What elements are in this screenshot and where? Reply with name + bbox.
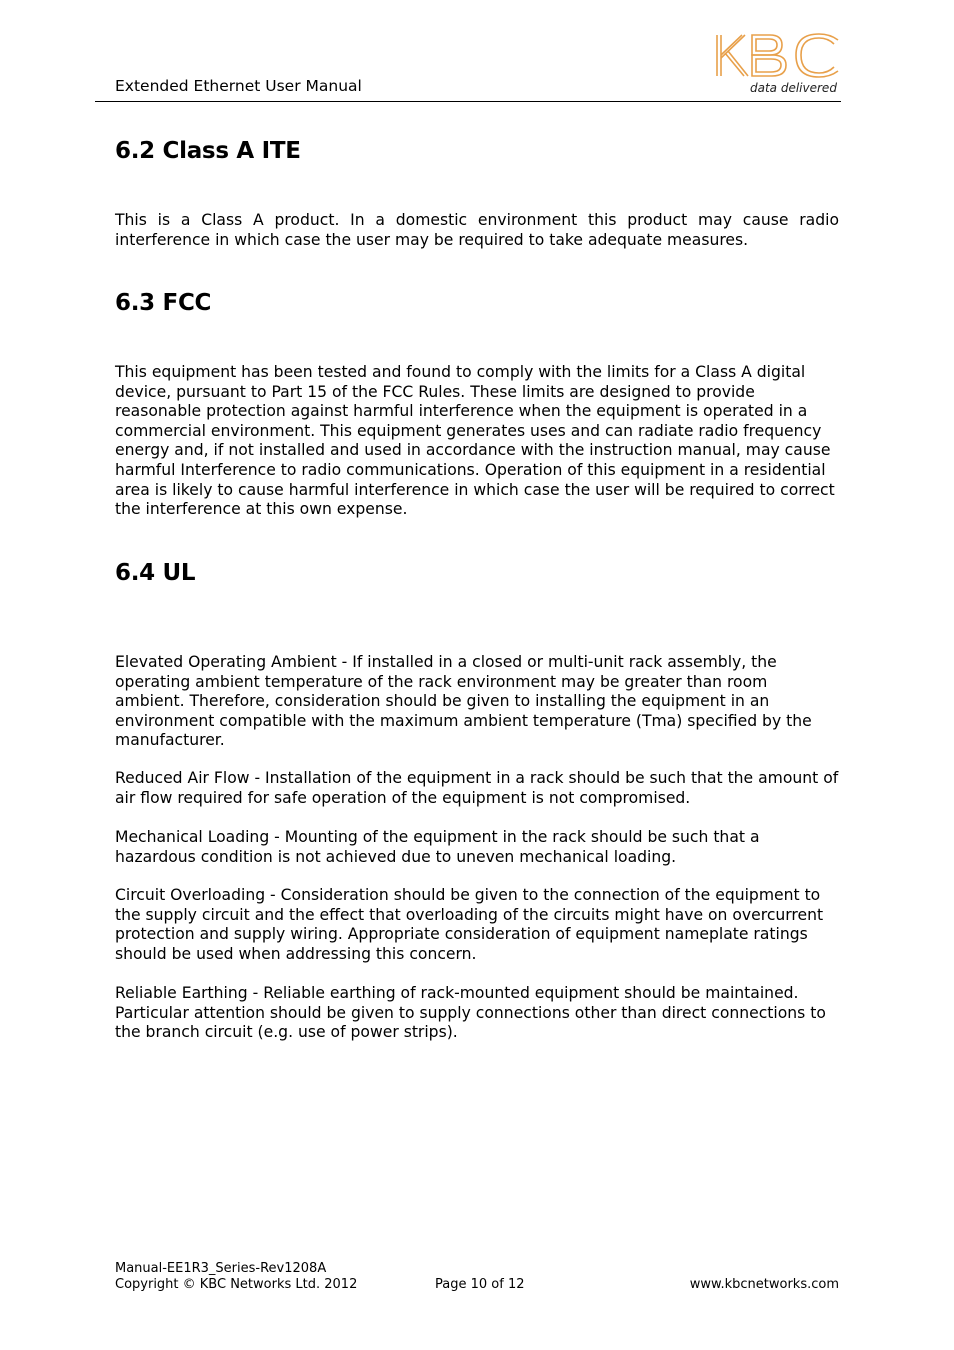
paragraph-fcc: This equipment has been tested and found to comply with the limits for a Class A digital device, pursuant to Part 15 of the FCC Rules. These limits are designed to provide reasonable protection against harmful interference when the equipment is operated in a commercial environment. This equipment generates uses and can radiate radio frequency energy and, if not installed and used in accordance with the instruction manual, may cause harmful Interference to radio communications. Operation of this equipment in a residential area is likely to cause harmful interference in which case the user will be required to correct the interference at this own expense. <box>115 363 835 519</box>
paragraph-elevated-ambient: Elevated Operating Ambient - If installed in a closed or multi-unit rack assembly, the operating ambient temperature of the rack environment may be greater than room ambient. Therefore, consideration should be given to installing the equipment in an environment compatible with the maximum ambient temperature (Tma) specified by the manufacturer. <box>115 653 812 750</box>
paragraph-class-a: This is a Class A product. In a domestic environment this product may cause radio interference in which case the user may be required to take adequate measures. <box>115 211 839 249</box>
paragraph-reduced-air-flow: Reduced Air Flow - Installation of the equipment in a rack should be such that the amount of air flow required for safe operation of the equipment is not compromised. <box>115 769 839 807</box>
header-divider <box>95 101 841 102</box>
footer-doc-id: Manual-EE1R3_Series-Rev1208A <box>115 1261 327 1276</box>
section-heading-class-a-ite: 6.2 Class A ITE <box>115 138 301 164</box>
paragraph-reliable-earthing: Reliable Earthing - Reliable earthing of rack-mounted equipment should be maintained. Particular attention should be given to supply connections other than direct connections to the branch circuit (e.g. use of power strips). <box>115 984 826 1042</box>
logo-tagline: data delivered <box>750 81 837 95</box>
paragraph-circuit-overloading: Circuit Overloading - Consideration should be given to the connection of the equipment to the supply circuit and the effect that overloading of the circuits might have on overcurrent protection and supply wiring. Appropriate consideration of equipment nameplate ratings should be used when addressing this concern. <box>115 886 824 963</box>
footer-page-number: Page 10 of 12 <box>435 1277 525 1292</box>
section-heading-ul: 6.4 UL <box>115 560 196 586</box>
footer-website-link[interactable]: www.kbcnetworks.com <box>689 1277 839 1292</box>
document-title: Extended Ethernet User Manual <box>115 77 362 95</box>
footer-copyright: Copyright © KBC Networks Ltd. 2012 <box>115 1277 358 1292</box>
paragraph-mechanical-loading: Mechanical Loading - Mounting of the equipment in the rack should be such that a hazardous condition is not achieved due to uneven mechanical loading. <box>115 828 760 866</box>
section-heading-fcc: 6.3 FCC <box>115 290 212 316</box>
